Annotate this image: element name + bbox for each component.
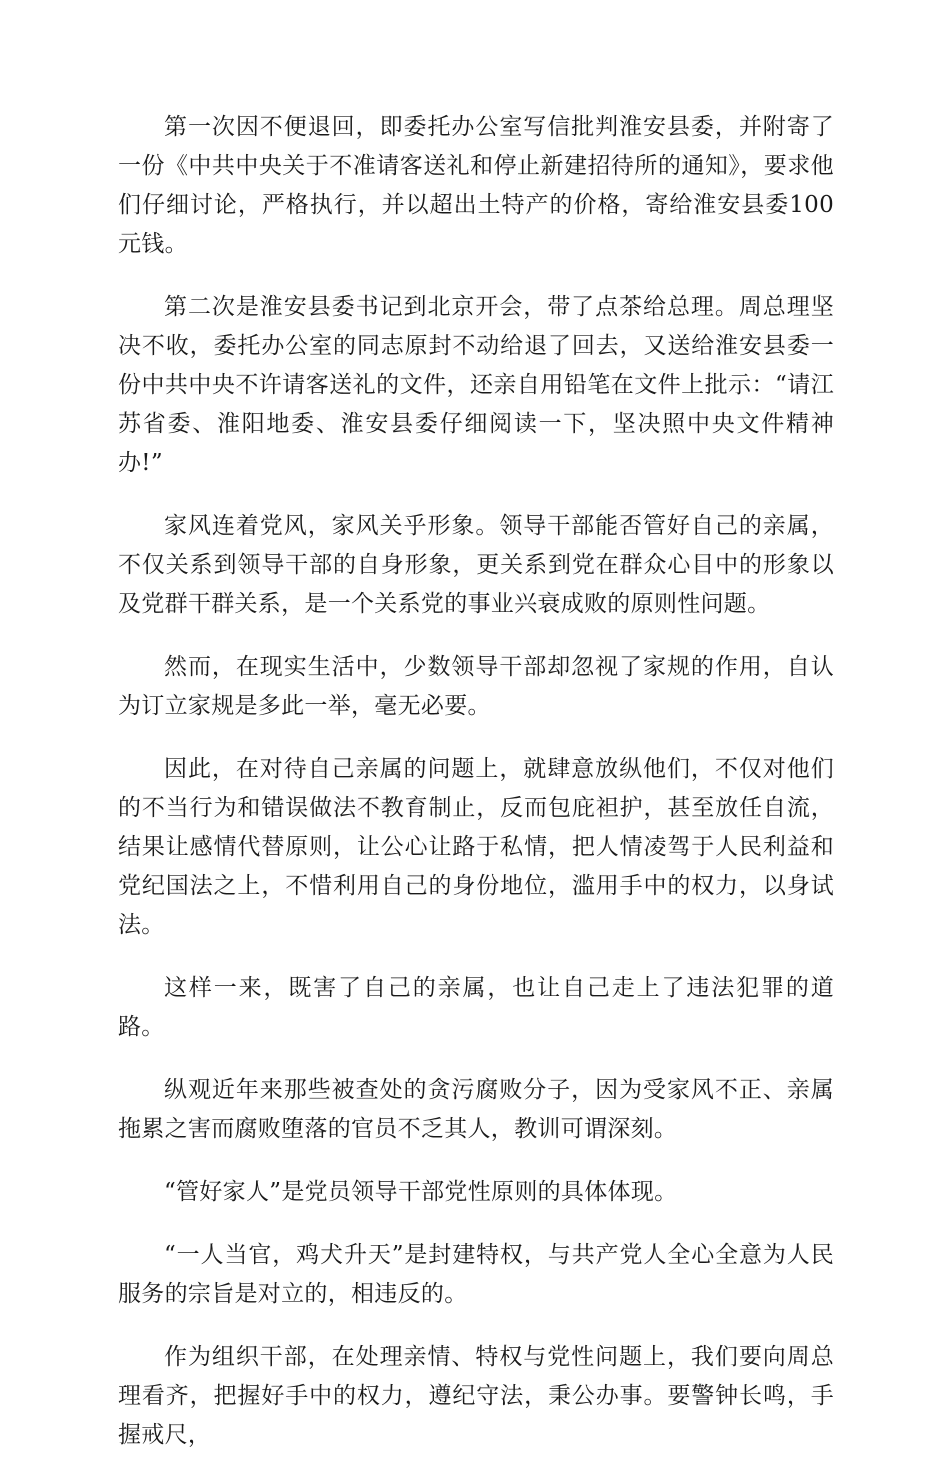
paragraph-2: 第二次是淮安县委书记到北京开会，带了点茶给总理。周总理坚决不收，委托办公室的同志原封不动给退了回去，又送给淮安县委一份中共中央不许请客送礼的文件，还亲自用铅笔在文件上批示：“请江苏省委、淮阳地委、淮安县委仔细阅读一下，坚决照中央文件精神办!” — [118, 294, 834, 476]
document-body — [118, 108, 834, 1479]
paragraph-1: 第一次因不便退回，即委托办公室写信批判淮安县委，并附寄了一份《中共中央关于不准请客送礼和停止新建招待所的通知》，要求他们仔细讨论，严格执行，并以超出土特产的价格，寄给淮安县委100元钱。 — [118, 114, 834, 257]
paragraph-10: 作为组织干部，在处理亲情、特权与党性问题上，我们要向周总理看齐，把握好手中的权力，遵纪守法，秉公办事。要警钟长鸣，手握戒尺， — [118, 1344, 834, 1448]
paragraph-3: 家风连着党风，家风关乎形象。领导干部能否管好自己的亲属，不仅关系到领导干部的自身形象，更关系到党在群众心目中的形象以及党群干群关系，是一个关系党的事业兴衰成败的原则性问题。 — [118, 513, 834, 617]
paragraph-5: 因此，在对待自己亲属的问题上，就肆意放纵他们，不仅对他们的不当行为和错误做法不教育制止，反而包庇袒护，甚至放任自流，结果让感情代替原则，让公心让路于私情，把人情凌驾于人民利益和党纪国法之上，不惜利用自己的身份地位，滥用手中的权力，以身试法。 — [118, 756, 834, 938]
paragraph-7: 纵观近年来那些被查处的贪污腐败分子，因为受家风不正、亲属拖累之害而腐败堕落的官员不乏其人，教训可谓深刻。 — [118, 1077, 834, 1142]
paragraph-8: “管好家人”是党员领导干部党性原则的具体体现。 — [164, 1179, 678, 1205]
paragraph-4: 然而，在现实生活中，少数领导干部却忽视了家规的作用，自认为订立家规是多此一举，毫无必要。 — [118, 654, 834, 719]
paragraph-6: 这样一来，既害了自己的亲属，也让自己走上了违法犯罪的道路。 — [118, 975, 834, 1040]
paragraph-9: “一人当官，鸡犬升天”是封建特权，与共产党人全心全意为人民服务的宗旨是对立的，相违反的。 — [118, 1242, 834, 1307]
